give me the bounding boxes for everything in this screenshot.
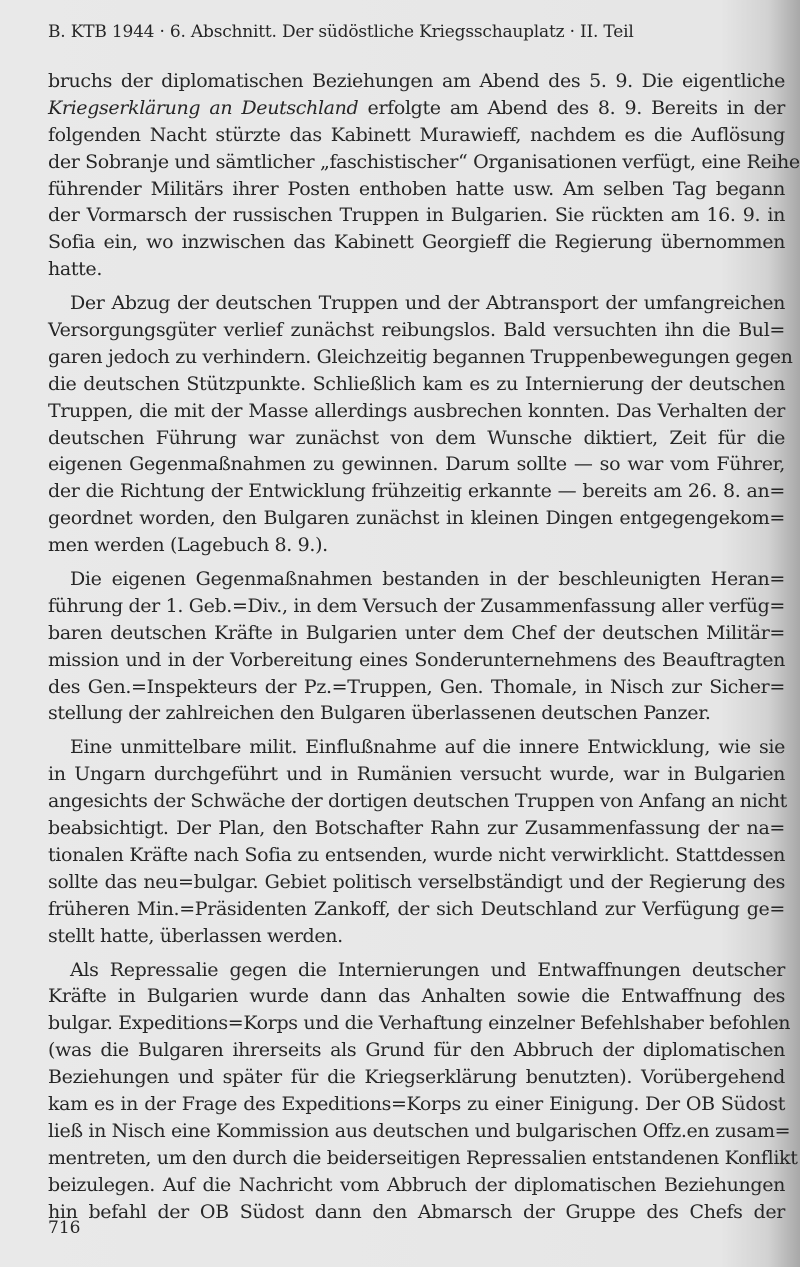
body-text [48,68,800,1232]
text-line: Als Repressalie gegen die Internierungen und Entwaffnungen deutscher [70,958,785,981]
text-line: stellt hatte, überlassen werden. [48,924,343,947]
page-number: 716 [48,1218,81,1238]
text-line: tionalen Kräfte nach Sofia zu entsenden, wurde nicht verwirklicht. Stattdessen [48,843,785,866]
text-line: bulgar. Expeditions=Korps und die Verhaftung einzelner Befehlshaber befohlen [48,1012,791,1035]
paragraph [48,957,798,1226]
text-line: Die eigenen Gegenmaßnahmen bestanden in der beschleunigten Heran= [70,568,785,591]
text-line: bruchs der diplomatischen Beziehungen am Abend des 5. 9. Die eigentliche [48,70,785,92]
text-line: Sofia ein, wo inzwischen das Kabinett Georgieff die Regierung übernommen [48,231,785,254]
text-line: Truppen, die mit der Masse allerdings ausbrechen konnten. Das Verhalten der [48,399,785,422]
text-line: Beziehungen und später für die Kriegserklärung benutzten). Vorübergehend [48,1066,785,1089]
text-line: ließ in Nisch eine Kommission aus deutschen und bulgarischen Offz.en zusam= [48,1119,791,1142]
text-line: deutschen Führung war zunächst von dem Wunsche diktiert, Zeit für die [48,426,785,449]
text-line: der Vormarsch der russischen Truppen in Bulgarien. Sie rückten am 16. 9. in [48,204,785,227]
text-line: (was die Bulgaren ihrerseits als Grund für den Abbruch der diplomatischen [48,1039,785,1062]
text-line: Kräfte in Bulgarien wurde dann das Anhalten sowie die Entwaffnung des [48,985,785,1008]
text-line: führender Militärs ihrer Posten enthoben hatte usw. Am selben Tag begann [48,177,785,200]
text-line: garen jedoch zu verhindern. Gleichzeitig begannen Truppenbewegungen gegen [48,345,793,368]
text-line: der Sobranje und sämtlicher „faschistischer“ Organisationen verfügt, eine Reihe [48,150,800,173]
text-line: Kriegserklärung an Deutschland erfolgte am Abend des 8. 9. Bereits in der [48,96,786,119]
text-line: eigenen Gegenmaßnahmen zu gewinnen. Darum sollte — so war vom Führer, [48,453,785,476]
text-line: Eine unmittelbare milit. Einflußnahme auf die innere Entwicklung, wie sie [70,736,785,759]
text-line: beabsichtigt. Der Plan, den Botschafter Rahn zur Zusammenfassung der na= [48,817,785,840]
paragraph [48,290,793,559]
text-line: der die Richtung der Entwicklung frühzeitig erkannte — bereits am 26. 8. an= [48,480,785,503]
text-line: führung der 1. Geb.=Div., in dem Versuch der Zusammenfassung aller verfüg= [48,594,785,617]
paragraph [48,68,800,283]
text-line: men werden (Lagebuch 8. 9.). [48,534,328,557]
text-line: kam es in der Frage des Expeditions=Korps zu einer Einigung. Der OB Südost [48,1092,785,1115]
emphasis: Kriegserklärung an Deutschland [48,96,359,119]
text-line: Der Abzug der deutschen Truppen und der Abtransport der umfangreichen [70,292,785,315]
text-line: mentreten, um den durch die beiderseitigen Repressalien entstandenen Konflikt [48,1146,798,1169]
text-line: baren deutschen Kräfte in Bulgarien unter dem Chef der deutschen Militär= [48,621,785,644]
text-line: angesichts der Schwäche der dortigen deutschen Truppen von Anfang an nicht [48,790,787,813]
text-line: mission und in der Vorbereitung eines Sonderunternehmens des Beauftragten [48,648,785,671]
text-line: folgenden Nacht stürzte das Kabinett Murawieff, nachdem es die Auflösung [48,123,785,146]
text-line: Versorgungsgüter verlief zunächst reibungslos. Bald versuchten ihn die Bul= [48,319,785,342]
text-line: beizulegen. Auf die Nachricht vom Abbruch der diplomatischen Beziehungen [48,1173,785,1196]
text-line: sollte das neu=bulgar. Gebiet politisch verselbständigt und der Regierung des [48,870,785,893]
text-line: früheren Min.=Präsidenten Zankoff, der sich Deutschland zur Verfügung ge= [48,897,785,920]
paragraph [48,566,785,727]
running-header: B. KTB 1944 · 6. Abschnitt. Der südöstliche Kriegsschauplatz · II. Teil [48,22,634,42]
text-line: geordnet worden, den Bulgaren zunächst in kleinen Dingen entgegengekom= [48,507,785,530]
text-line: hatte. [48,258,103,281]
text-line: in Ungarn durchgeführt und in Rumänien versucht wurde, war in Bulgarien [48,763,785,786]
text-line: die deutschen Stützpunkte. Schließlich kam es zu Internierung der deutschen [48,372,785,395]
text-line: des Gen.=Inspekteurs der Pz.=Truppen, Gen. Thomale, in Nisch zur Sicher= [48,675,785,698]
text-line: stellung der zahlreichen den Bulgaren überlassenen deutschen Panzer. [48,702,711,725]
text-line: hin befahl der OB Südost dann den Abmarsch der Gruppe des Chefs der [48,1200,785,1223]
paragraph [48,734,785,949]
